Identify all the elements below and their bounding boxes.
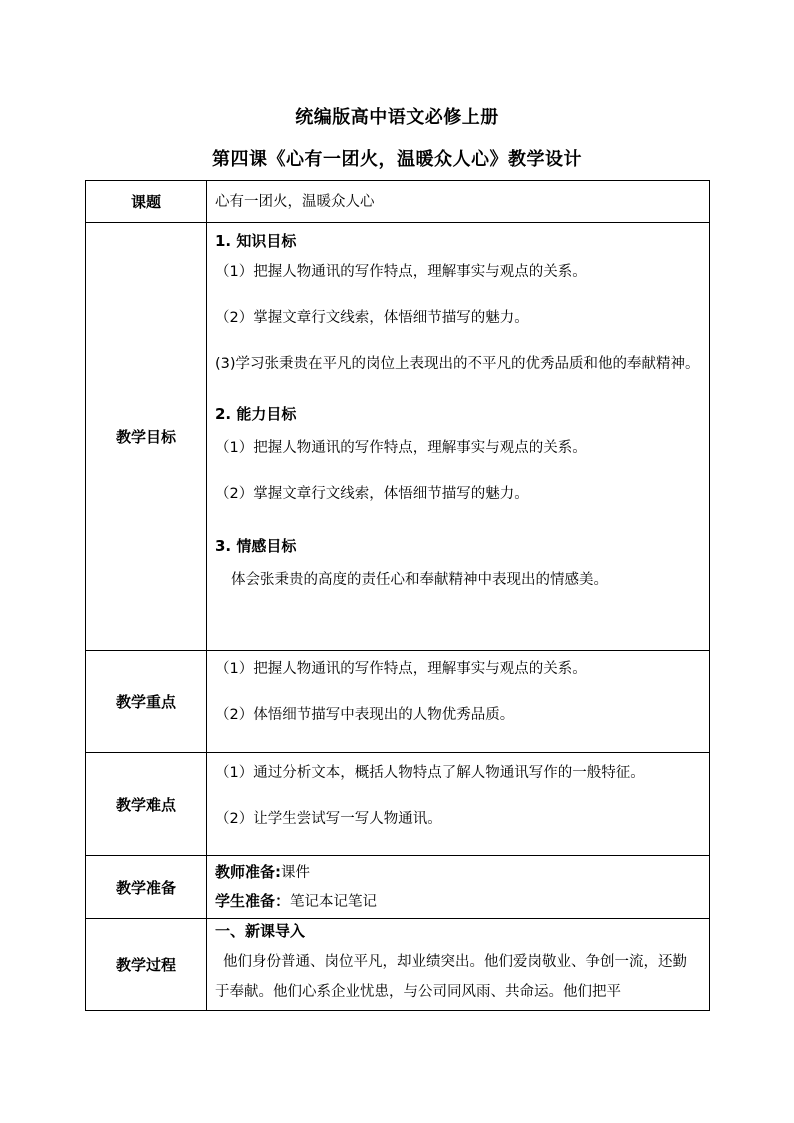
process-label: 教学过程: [86, 919, 207, 1011]
preparation-label: 教学准备: [86, 856, 207, 919]
objectives-label: 教学目标: [86, 223, 207, 651]
emotion-goal-text: 体会张秉贵的高度的责任心和奉献精神中表现出的情感美。: [231, 572, 608, 588]
emotion-goal-heading: 3. 情感目标: [215, 537, 297, 555]
ability-goal-heading: 2. 能力目标: [215, 405, 297, 423]
topic-label: 课题: [86, 181, 207, 223]
difficulties-cell: [207, 753, 710, 856]
table-row-objectives: [86, 223, 710, 651]
teacher-preparation-label: 教师准备:: [215, 863, 281, 881]
topic-value-cell: [207, 181, 710, 223]
key-points-cell: [207, 651, 710, 753]
teacher-preparation-value: 课件: [281, 865, 310, 881]
difficulties-label: 教学难点: [86, 753, 207, 856]
knowledge-goal-item: （1）把握人物通讯的写作特点，理解事实与观点的关系。: [215, 264, 587, 280]
teacher-preparation: [215, 861, 701, 884]
ability-goal-item: （2）掌握文章行文线索，体悟细节描写的魅力。: [215, 486, 529, 502]
knowledge-goal-item: （2）掌握文章行文线索，体悟细节描写的魅力。: [215, 310, 529, 326]
table-row-topic: [86, 181, 710, 223]
key-point-item: （2）体悟细节描写中表现出的人物优秀品质。: [215, 707, 515, 723]
lesson-title: 第四课《心有一团火，温暖众人心》教学设计: [212, 149, 582, 170]
knowledge-goal-heading: 1. 知识目标: [215, 232, 297, 250]
student-preparation-label: 学生准备：: [215, 892, 291, 910]
process-intro-text: 他们身份普通、岗位平凡，却业绩突出。他们爱岗敬业、争创一流，还勤于奉献。他们心系企业忧患，与公司同风雨、共命运。他们把平: [215, 954, 687, 1000]
topic-value: 心有一团火，温暖众人心: [215, 193, 375, 210]
objectives-cell: [207, 223, 710, 651]
lesson-plan-table: [85, 180, 710, 1011]
table-row-preparation: [86, 856, 710, 919]
process-section-heading: 一、新课导入: [215, 922, 306, 940]
difficulty-item: （2）让学生尝试写一写人物通讯。: [215, 811, 442, 827]
key-point-item: （1）把握人物通讯的写作特点，理解事实与观点的关系。: [215, 661, 587, 677]
ability-goal-item: （1）把握人物通讯的写作特点，理解事实与观点的关系。: [215, 440, 587, 456]
student-preparation-value: 笔记本记笔记: [290, 894, 378, 910]
key-points-label: 教学重点: [86, 651, 207, 753]
difficulty-item: （1）通过分析文本，概括人物特点了解人物通讯写作的一般特征。: [215, 765, 645, 781]
preparation-cell: [207, 856, 710, 919]
table-row-key-points: [86, 651, 710, 753]
table-row-difficulties: [86, 753, 710, 856]
document-title: 统编版高中语文必修上册: [295, 107, 499, 128]
student-preparation: [215, 890, 701, 913]
table-row-process: [86, 919, 710, 1011]
process-cell: [207, 919, 710, 1011]
knowledge-goal-item: (3)学习张秉贵在平凡的岗位上表现出的不平凡的优秀品质和他的奉献精神。: [215, 356, 700, 372]
